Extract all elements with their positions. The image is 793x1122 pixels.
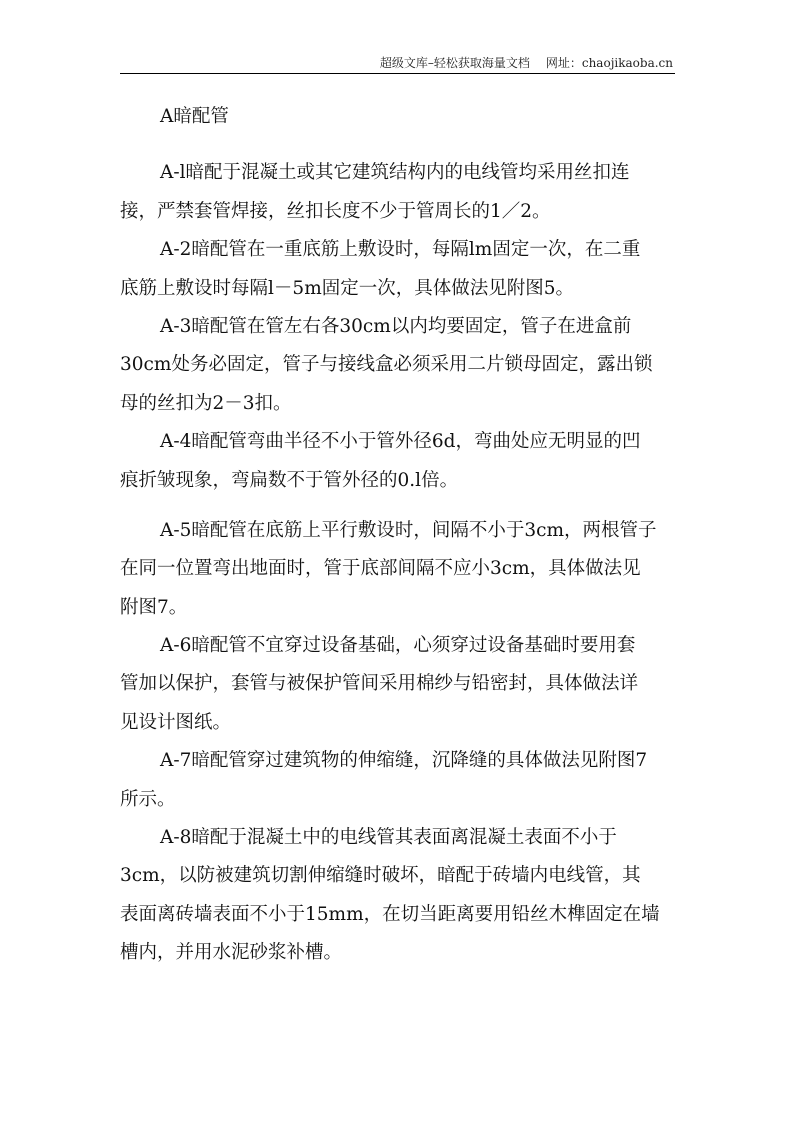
paragraph-line: 表面离砖墙表面不小于15mm，在切当距离要用铅丝木榫固定在墙 (120, 903, 660, 925)
paragraph-line: A-6暗配管不宜穿过设备基础，心须穿过设备基础时要用套 (160, 635, 636, 657)
header-divider (120, 73, 675, 74)
paragraph-line: 槽内，并用水泥砂浆补槽。 (120, 942, 343, 964)
paragraph-line: 底筋上敷设时每隔l－5m固定一次，具体做法见附图5。 (120, 277, 575, 299)
paragraph-line: 痕折皱现象，弯扁数不于管外径的0.l倍。 (120, 469, 459, 491)
paragraph-line: 见设计图纸。 (120, 711, 232, 733)
paragraph-line: 30cm处务必固定，管子与接线盒必须采用二片锁母固定，露出锁 (120, 354, 653, 376)
document-body (120, 98, 680, 973)
paragraph-line: A-4暗配管弯曲半径不小于管外径6d，弯曲处应无明显的凹 (160, 431, 641, 453)
paragraph-line: A-3暗配管在管左右各30cm以内均要固定，管子在进盒前 (160, 315, 632, 337)
page-header (380, 54, 673, 71)
paragraph-line: A-7暗配管穿过建筑物的伸缩缝，沉降缝的具体做法见附图7 (160, 750, 648, 772)
paragraph-line: 接，严禁套管焊接，丝扣长度不少于管周长的1／2。 (120, 200, 551, 222)
section-title: A暗配管 (160, 106, 229, 127)
site-url: 网址：chaojikaoba.cn (545, 56, 673, 70)
paragraph-line: 在同一位置弯出地面时，管于底部间隔不应小3cm，具体做法见 (120, 558, 641, 580)
paragraph-line: 管加以保护，套管与被保护管间采用棉纱与铅密封，具体做法详 (120, 673, 639, 695)
paragraph-line: 附图7。 (120, 596, 188, 618)
site-name: 超级文库–轻松获取海量文档 (379, 56, 530, 70)
paragraph-line: 所示。 (120, 788, 176, 810)
paragraph-line: A-5暗配管在底筋上平行敷设时，间隔不小于3cm，两根管子 (160, 519, 657, 541)
paragraph-line: A-2暗配管在一重底筋上敷设时，每隔lm固定一次，在二重 (160, 239, 641, 261)
paragraph-line: 3cm，以防被建筑切割伸缩缝时破坏，暗配于砖墙内电线管，其 (120, 865, 641, 887)
paragraph-line: A-l暗配于混凝土或其它建筑结构内的电线管均采用丝扣连 (160, 162, 630, 184)
paragraph-line: 母的丝扣为2－3扣。 (120, 392, 292, 414)
paragraph-line: A-8暗配于混凝土中的电线管其表面离混凝土表面不小于 (160, 827, 617, 849)
